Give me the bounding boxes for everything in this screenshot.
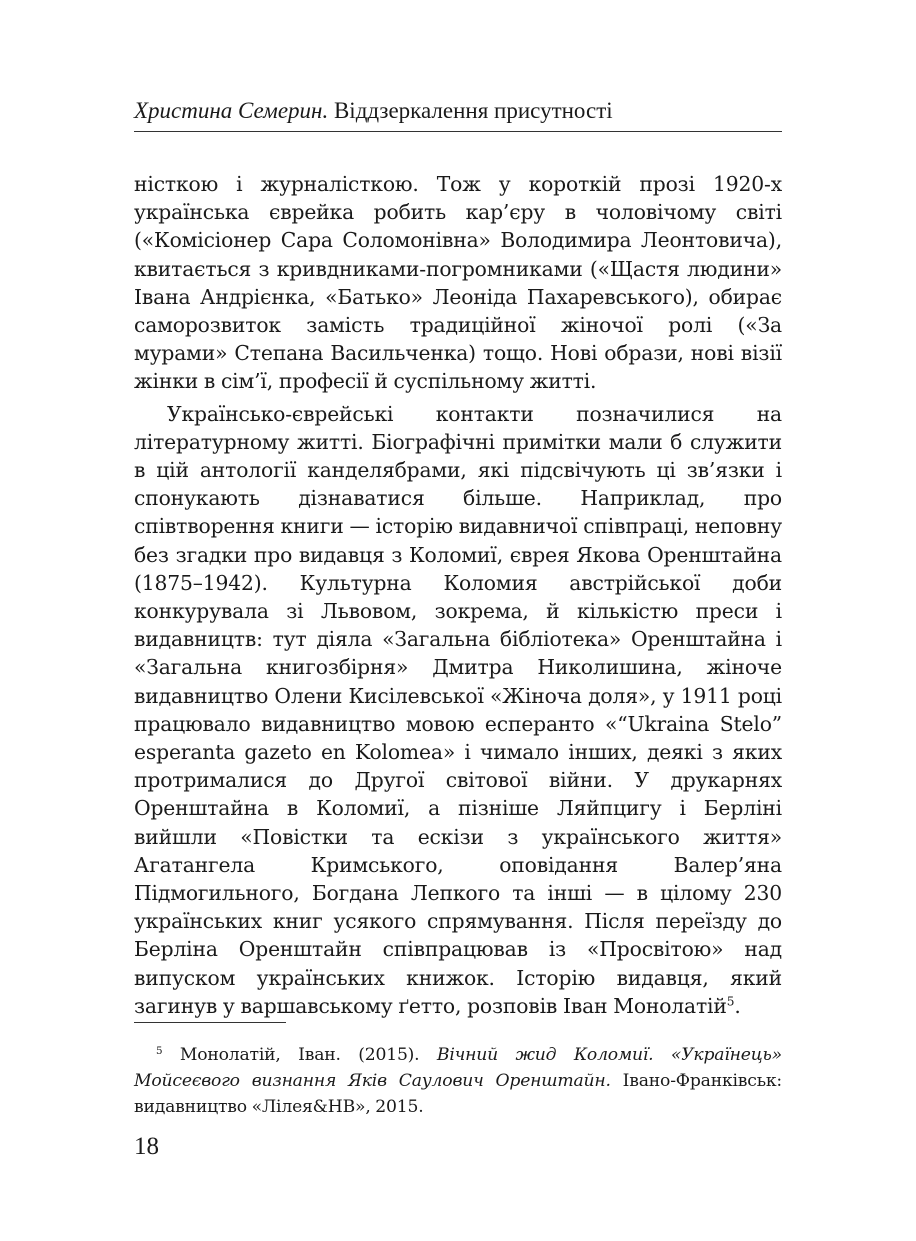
paragraph-2 <box>134 400 782 1020</box>
footnote-number: 5 <box>156 1044 163 1057</box>
running-head-author: Христина Семерин. <box>134 98 329 123</box>
header-rule <box>134 131 782 132</box>
running-head <box>134 96 782 126</box>
page-number: 18 <box>134 1133 159 1160</box>
footnote-rule <box>134 1022 286 1023</box>
footnote-publisher: Івано-Франківськ: видавництво «Лілея&НВ», 2015. <box>134 1071 782 1117</box>
body-text <box>134 170 782 1020</box>
footnote <box>134 1042 782 1120</box>
paragraph-2-text: Українсько-єврейські контакти позначилися на літературному житті. Біографічні примітки мали б служити в цій антології канделябрами, які підсвічують ці зв’язки і спонукають дізнаватися більше. Наприклад, про співтворення книги — історію видавничої співпраці, неповну без згадки про видавця з Коломиї, єврея Якова Оренштайна (1875–1942). Культурна Коломия австрійської доби конкурувала зі Львовом, зокрема, й кількістю преси і видавництв: тут діяла «Загальна бібліотека» Оренштайна і «Загальна книгозбірня» Дмитра Николишина, жіноче видавництво Олени Кисілевської «Жіноча доля», у 1911 році працювало видавництво мовою есперанто «“Ukraina Stelo” esperanta gazeto en Kolomea» і чимало інших, деякі з яких протрималися до Другої світової війни. У друкарнях Оренштайна в Коломиї, а пізніше Ляйпцигу і Берліні вийшли «Повістки та ескізи з українського життя» Агатангела Кримського, оповідання Валер’яна Підмогильного, Богдана Лепкого та інші — в цілому 230 українських книг усякого спрямування. Після переїзду до Берліна Оренштайн співпрацював із «Просвітою» над випуском українських книжок. Історію видавця, який загинув у варшавському ґетто, розповів Іван Монолатій <box>134 401 782 1018</box>
paragraph-2-end: . <box>734 993 741 1018</box>
paragraph-1: ністкою і журналісткою. Тож у короткій прозі 1920-х українська єврейка робить кар’єру в чоловічому світі («Комісіонер Сара Соломонівна» Володимира Леонтовича), квитається з кривдниками-погромниками («Щастя людини» Івана Андрієнка, «Батько» Леоніда Пахаревського), обирає саморозвиток замість традиційної жіночої ролі («За мурами» Степана Васильченка) тощо. Нові образи, нові візії жінки в сім’ї, професії й суспільному житті. <box>134 172 782 394</box>
footnote-reference[interactable]: 5 <box>726 994 735 1009</box>
footnote-author: Монолатій, Іван. (2015). <box>179 1045 420 1065</box>
running-head-title: Віддзеркалення присутності <box>333 98 613 123</box>
footnote-title: Вічний жид Коломиї. «Українець» Мойсеєвого визнання Яків Саулович Оренштайн. <box>134 1045 783 1091</box>
